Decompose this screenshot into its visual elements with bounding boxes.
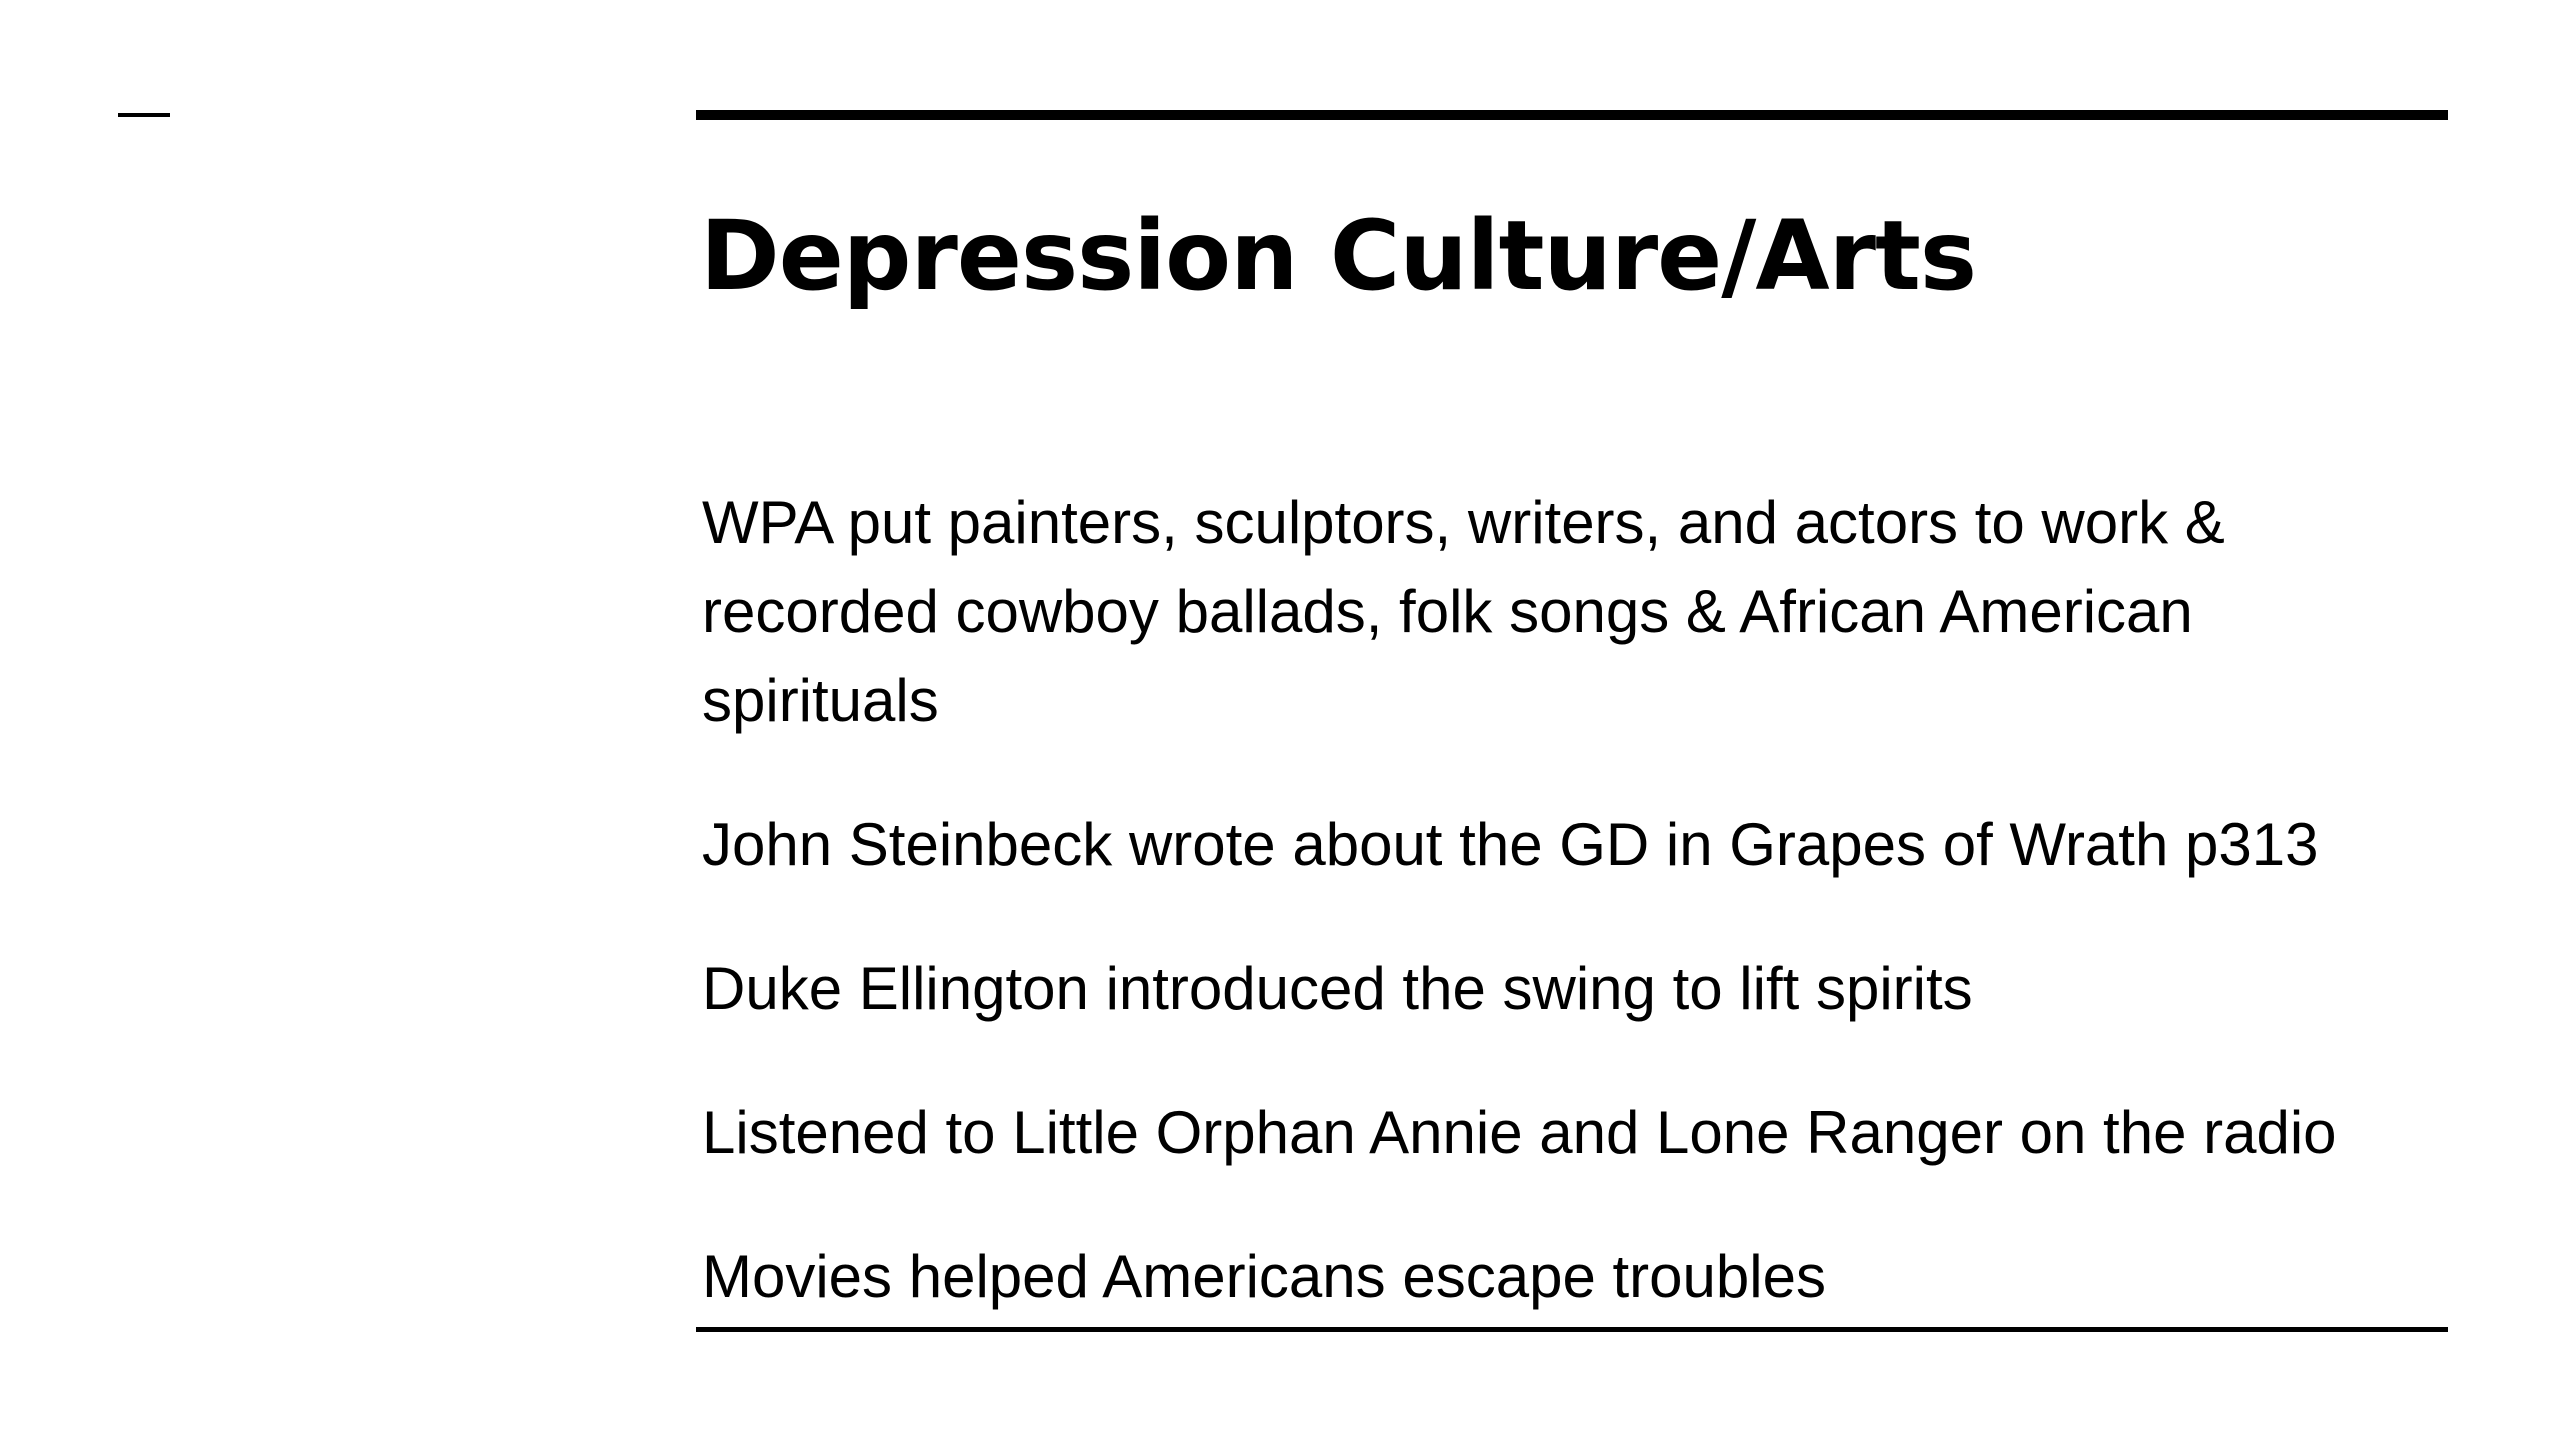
content-bottom-rule bbox=[696, 1327, 2448, 1332]
slide-title: Depression Culture/Arts bbox=[700, 200, 1976, 312]
bullet-list bbox=[702, 478, 2382, 1376]
title-top-rule bbox=[696, 110, 2448, 120]
bullet-item-movies: Movies helped Americans escape troubles bbox=[702, 1243, 1826, 1310]
bullet-item-radio: Listened to Little Orphan Annie and Lone Ranger on the radio bbox=[702, 1099, 2337, 1166]
bullet-item-wpa: WPA put painters, sculptors, writers, and actors to work & recorded cowboy ballads, folk songs & African American spirituals bbox=[702, 489, 2225, 734]
corner-dash-mark bbox=[118, 113, 170, 117]
bullet-item-ellington: Duke Ellington introduced the swing to lift spirits bbox=[702, 955, 1973, 1022]
bullet-item-steinbeck: John Steinbeck wrote about the GD in Grapes of Wrath p313 bbox=[702, 811, 2319, 878]
